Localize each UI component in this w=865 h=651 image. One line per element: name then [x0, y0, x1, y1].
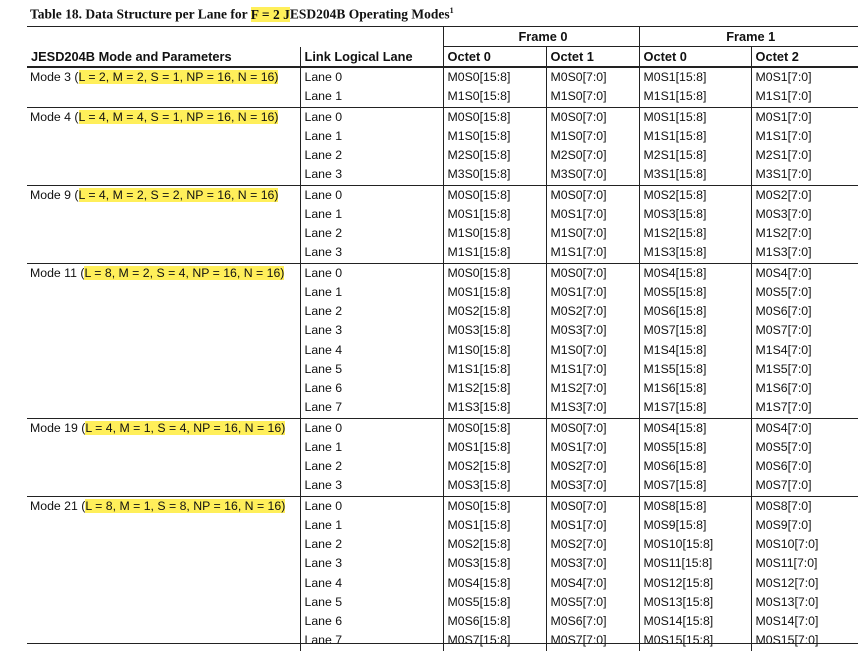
mode-cell	[27, 379, 300, 398]
table-row	[27, 593, 858, 612]
f1-octet0-cell: M0S14[15:8]	[639, 612, 751, 631]
lane-cell: Lane 3	[300, 476, 443, 496]
f1-octet0-cell: M0S6[15:8]	[639, 302, 751, 321]
lane-cell: Lane 6	[300, 379, 443, 398]
title-prefix: Table 18. Data Structure per Lane for	[30, 6, 251, 22]
f0-octet1-cell: M1S0[7:0]	[546, 341, 639, 360]
f0-octet0-cell: M0S0[15:8]	[443, 263, 546, 283]
mode-group	[27, 107, 858, 185]
lane-column-header: Link Logical Lane	[300, 47, 443, 68]
f0-octet0-header: Octet 0	[443, 47, 546, 68]
f0-octet1-cell: M0S3[7:0]	[546, 554, 639, 573]
f0-octet0-cell: M0S3[15:8]	[443, 554, 546, 573]
f1-octet0-cell: M0S5[15:8]	[639, 283, 751, 302]
f1-octet2-cell: M0S14[7:0]	[751, 612, 858, 631]
table-row	[27, 612, 858, 631]
mode-cell	[27, 516, 300, 535]
f1-octet2-cell: M3S1[7:0]	[751, 165, 858, 185]
lane-cell: Lane 5	[300, 360, 443, 379]
f1-octet0-cell: M0S7[15:8]	[639, 476, 751, 496]
lane-cell: Lane 0	[300, 107, 443, 127]
header-spacer	[27, 27, 300, 47]
f1-octet2-cell: M0S4[7:0]	[751, 263, 858, 283]
f1-octet0-cell: M2S1[15:8]	[639, 146, 751, 165]
table-row	[27, 165, 858, 185]
f1-octet2-cell: M0S13[7:0]	[751, 593, 858, 612]
f1-octet2-cell: M0S7[7:0]	[751, 476, 858, 496]
lane-cell: Lane 4	[300, 574, 443, 593]
frame-0-header: Frame 0	[443, 27, 639, 47]
f0-octet0-cell: M1S1[15:8]	[443, 243, 546, 263]
mode-cell	[27, 476, 300, 496]
f0-octet1-cell: M0S6[7:0]	[546, 612, 639, 631]
f0-octet1-cell: M1S2[7:0]	[546, 379, 639, 398]
f0-octet1-cell: M2S0[7:0]	[546, 146, 639, 165]
lane-cell: Lane 0	[300, 185, 443, 205]
lane-cell: Lane 3	[300, 243, 443, 263]
f1-octet0-cell: M0S4[15:8]	[639, 418, 751, 438]
table-row	[27, 574, 858, 593]
f0-octet1-cell: M0S2[7:0]	[546, 535, 639, 554]
f0-octet1-cell: M1S0[7:0]	[546, 87, 639, 107]
mode-cell	[27, 612, 300, 631]
lane-cell: Lane 0	[300, 418, 443, 438]
table-row	[27, 205, 858, 224]
f0-octet1-cell: M0S1[7:0]	[546, 516, 639, 535]
lane-cell: Lane 2	[300, 224, 443, 243]
title-footnote-ref: 1	[449, 6, 454, 15]
f1-octet2-cell: M1S4[7:0]	[751, 341, 858, 360]
mode-cell	[27, 574, 300, 593]
mode-params-highlight: L = 4, M = 1, S = 4, NP = 16, N = 16)	[85, 420, 286, 435]
f0-octet0-cell: M0S3[15:8]	[443, 476, 546, 496]
lane-cell: Lane 3	[300, 554, 443, 573]
f0-octet1-cell: M0S0[7:0]	[546, 418, 639, 438]
f0-octet0-cell: M1S0[15:8]	[443, 87, 546, 107]
table-bottom-rule	[27, 643, 858, 644]
table-row	[27, 302, 858, 321]
mode-label: Mode 4 (	[30, 109, 79, 124]
mode-params-highlight: L = 2, M = 2, S = 1, NP = 16, N = 16)	[78, 70, 279, 85]
lane-cell: Lane 1	[300, 205, 443, 224]
table-row	[27, 185, 858, 205]
f0-octet0-cell: M0S1[15:8]	[443, 516, 546, 535]
f1-octet0-cell: M0S10[15:8]	[639, 535, 751, 554]
mode-cell	[27, 146, 300, 165]
mode-group	[27, 263, 858, 418]
table-row	[27, 127, 858, 146]
table-row	[27, 476, 858, 496]
mode-cell	[27, 263, 300, 283]
mode-params-highlight: L = 8, M = 1, S = 8, NP = 16, N = 16)	[85, 498, 286, 513]
f0-octet1-cell: M0S1[7:0]	[546, 205, 639, 224]
data-structure-table	[27, 27, 858, 651]
f1-octet2-header: Octet 2	[751, 47, 858, 68]
table-header	[27, 27, 858, 67]
f0-octet0-cell: M1S0[15:8]	[443, 341, 546, 360]
f0-octet0-cell: M1S0[15:8]	[443, 224, 546, 243]
f0-octet1-cell: M0S7[7:0]	[546, 631, 639, 650]
f0-octet1-cell: M0S3[7:0]	[546, 321, 639, 340]
mode-cell	[27, 398, 300, 418]
f1-octet0-cell: M0S1[15:8]	[639, 107, 751, 127]
f1-octet0-cell: M1S1[15:8]	[639, 87, 751, 107]
mode-cell	[27, 243, 300, 263]
f0-octet0-cell: M1S3[15:8]	[443, 398, 546, 418]
f1-octet0-cell: M1S7[15:8]	[639, 398, 751, 418]
mode-cell	[27, 67, 300, 87]
f1-octet2-cell: M0S2[7:0]	[751, 185, 858, 205]
mode-cell	[27, 593, 300, 612]
f0-octet0-cell: M0S0[15:8]	[443, 496, 546, 516]
mode-cell	[27, 165, 300, 185]
f1-octet0-cell: M0S6[15:8]	[639, 457, 751, 476]
mode-cell	[27, 302, 300, 321]
frame-1-header: Frame 1	[639, 27, 858, 47]
f1-octet2-cell: M1S3[7:0]	[751, 243, 858, 263]
f0-octet1-cell: M0S2[7:0]	[546, 457, 639, 476]
lane-cell: Lane 3	[300, 165, 443, 185]
f1-octet2-cell: M1S2[7:0]	[751, 224, 858, 243]
f1-octet0-cell: M0S13[15:8]	[639, 593, 751, 612]
f1-octet2-cell: M0S8[7:0]	[751, 496, 858, 516]
lane-cell: Lane 0	[300, 496, 443, 516]
f1-octet0-cell: M0S8[15:8]	[639, 496, 751, 516]
mode-params-highlight: L = 8, M = 2, S = 4, NP = 16, N = 16)	[84, 265, 285, 280]
table-row	[27, 107, 858, 127]
f1-octet2-cell: M0S4[7:0]	[751, 418, 858, 438]
mode-cell	[27, 535, 300, 554]
f1-octet0-cell: M3S1[15:8]	[639, 165, 751, 185]
f0-octet0-cell: M0S4[15:8]	[443, 574, 546, 593]
table-row	[27, 283, 858, 302]
table-row	[27, 535, 858, 554]
mode-cell	[27, 418, 300, 438]
mode-cell	[27, 224, 300, 243]
f0-octet0-cell: M0S1[15:8]	[443, 205, 546, 224]
f1-octet2-cell: M0S7[7:0]	[751, 321, 858, 340]
f0-octet1-cell: M0S0[7:0]	[546, 67, 639, 87]
mode-label: Mode 9 (	[30, 187, 79, 202]
f0-octet0-cell: M1S1[15:8]	[443, 360, 546, 379]
f1-octet2-cell: M0S6[7:0]	[751, 302, 858, 321]
f1-octet2-cell: M1S1[7:0]	[751, 127, 858, 146]
lane-cell: Lane 7	[300, 631, 443, 650]
mode-cell	[27, 496, 300, 516]
f0-octet0-cell: M0S0[15:8]	[443, 107, 546, 127]
table-row	[27, 360, 858, 379]
lane-cell: Lane 2	[300, 457, 443, 476]
lane-cell: Lane 1	[300, 516, 443, 535]
table-row	[27, 341, 858, 360]
lane-cell: Lane 2	[300, 146, 443, 165]
f0-octet0-cell: M0S1[15:8]	[443, 438, 546, 457]
mode-cell	[27, 283, 300, 302]
title-rest: ESD204B Operating Modes	[289, 6, 450, 22]
lane-cell: Lane 1	[300, 127, 443, 146]
f0-octet1-cell: M1S1[7:0]	[546, 360, 639, 379]
lane-cell: Lane 1	[300, 283, 443, 302]
f0-octet0-cell: M0S5[15:8]	[443, 593, 546, 612]
f0-octet1-cell: M0S2[7:0]	[546, 302, 639, 321]
f0-octet1-cell: M0S0[7:0]	[546, 185, 639, 205]
f0-octet0-cell: M0S0[15:8]	[443, 418, 546, 438]
f0-octet1-cell: M0S1[7:0]	[546, 283, 639, 302]
table-row	[27, 398, 858, 418]
header-spacer	[300, 27, 443, 47]
table-row	[27, 438, 858, 457]
lane-cell: Lane 5	[300, 593, 443, 612]
f0-octet1-cell: M1S3[7:0]	[546, 398, 639, 418]
f0-octet1-cell: M0S0[7:0]	[546, 496, 639, 516]
table-row	[27, 379, 858, 398]
f0-octet0-cell: M2S0[15:8]	[443, 146, 546, 165]
mode-cell	[27, 205, 300, 224]
mode-cell	[27, 341, 300, 360]
f1-octet2-cell: M0S5[7:0]	[751, 438, 858, 457]
f1-octet2-cell: M0S1[7:0]	[751, 107, 858, 127]
f1-octet0-cell: M0S1[15:8]	[639, 67, 751, 87]
f0-octet0-cell: M0S2[15:8]	[443, 302, 546, 321]
lane-cell: Lane 0	[300, 263, 443, 283]
f1-octet0-cell: M1S2[15:8]	[639, 224, 751, 243]
mode-cell	[27, 185, 300, 205]
f1-octet2-cell: M0S1[7:0]	[751, 67, 858, 87]
f1-octet0-cell: M0S15[15:8]	[639, 631, 751, 650]
f1-octet0-header: Octet 0	[639, 47, 751, 68]
f1-octet2-cell: M1S7[7:0]	[751, 398, 858, 418]
f1-octet0-cell: M0S7[15:8]	[639, 321, 751, 340]
mode-cell	[27, 127, 300, 146]
table-title	[30, 6, 454, 23]
f1-octet2-cell: M0S11[7:0]	[751, 554, 858, 573]
f1-octet2-cell: M0S12[7:0]	[751, 574, 858, 593]
mode-group	[27, 418, 858, 496]
lane-cell: Lane 1	[300, 438, 443, 457]
f1-octet2-cell: M1S6[7:0]	[751, 379, 858, 398]
table-row	[27, 263, 858, 283]
f0-octet1-cell: M0S4[7:0]	[546, 574, 639, 593]
table-row	[27, 554, 858, 573]
mode-cell	[27, 107, 300, 127]
table-row	[27, 457, 858, 476]
f0-octet0-cell: M0S2[15:8]	[443, 457, 546, 476]
table-row	[27, 321, 858, 340]
lane-cell: Lane 0	[300, 67, 443, 87]
f0-octet0-cell: M1S0[15:8]	[443, 127, 546, 146]
f0-octet0-cell: M3S0[15:8]	[443, 165, 546, 185]
mode-group	[27, 67, 858, 107]
mode-cell	[27, 554, 300, 573]
f0-octet1-cell: M3S0[7:0]	[546, 165, 639, 185]
f1-octet2-cell: M2S1[7:0]	[751, 146, 858, 165]
f0-octet1-cell: M1S0[7:0]	[546, 224, 639, 243]
mode-label: Mode 11 (	[30, 265, 85, 280]
table-row	[27, 496, 858, 516]
f1-octet2-cell: M0S3[7:0]	[751, 205, 858, 224]
lane-cell: Lane 4	[300, 341, 443, 360]
mode-params-highlight: L = 4, M = 4, S = 1, NP = 16, N = 16)	[78, 109, 279, 124]
f1-octet0-cell: M1S4[15:8]	[639, 341, 751, 360]
f0-octet1-cell: M0S5[7:0]	[546, 593, 639, 612]
f1-octet0-cell: M0S5[15:8]	[639, 438, 751, 457]
f0-octet0-cell: M0S0[15:8]	[443, 185, 546, 205]
f0-octet1-cell: M1S0[7:0]	[546, 127, 639, 146]
f1-octet2-cell: M0S9[7:0]	[751, 516, 858, 535]
f1-octet0-cell: M0S4[15:8]	[639, 263, 751, 283]
f0-octet1-cell: M1S1[7:0]	[546, 243, 639, 263]
f1-octet2-cell: M1S1[7:0]	[751, 87, 858, 107]
lane-cell: Lane 2	[300, 535, 443, 554]
f0-octet1-cell: M0S1[7:0]	[546, 438, 639, 457]
mode-group	[27, 185, 858, 263]
f1-octet0-cell: M0S12[15:8]	[639, 574, 751, 593]
f0-octet0-cell: M0S3[15:8]	[443, 321, 546, 340]
lane-cell: Lane 1	[300, 87, 443, 107]
mode-cell	[27, 87, 300, 107]
table-row	[27, 243, 858, 263]
mode-cell	[27, 438, 300, 457]
mode-cell	[27, 321, 300, 340]
f0-octet1-cell: M0S0[7:0]	[546, 107, 639, 127]
f0-octet1-cell: M0S0[7:0]	[546, 263, 639, 283]
mode-label: Mode 3 (	[30, 70, 79, 85]
table-row	[27, 146, 858, 165]
f1-octet0-cell: M0S11[15:8]	[639, 554, 751, 573]
f1-octet0-cell: M0S3[15:8]	[639, 205, 751, 224]
lane-cell: Lane 7	[300, 398, 443, 418]
table-row	[27, 67, 858, 87]
f0-octet0-cell: M1S2[15:8]	[443, 379, 546, 398]
mode-cell	[27, 457, 300, 476]
f1-octet2-cell: M0S10[7:0]	[751, 535, 858, 554]
f0-octet0-cell: M0S1[15:8]	[443, 283, 546, 302]
mode-label: Mode 19 (	[30, 420, 86, 435]
table-row	[27, 87, 858, 107]
f0-octet0-cell: M0S0[15:8]	[443, 67, 546, 87]
f1-octet2-cell: M0S15[7:0]	[751, 631, 858, 650]
f1-octet0-cell: M0S9[15:8]	[639, 516, 751, 535]
lane-cell: Lane 3	[300, 321, 443, 340]
mode-params-highlight: L = 4, M = 2, S = 2, NP = 16, N = 16)	[78, 187, 279, 202]
mode-label: Mode 21 (	[30, 498, 86, 513]
lane-cell: Lane 6	[300, 612, 443, 631]
mode-column-header: JESD204B Mode and Parameters	[27, 47, 300, 68]
f1-octet2-cell: M0S5[7:0]	[751, 283, 858, 302]
f0-octet1-cell: M0S3[7:0]	[546, 476, 639, 496]
title-highlight: F = 2	[250, 6, 284, 22]
f1-octet0-cell: M1S3[15:8]	[639, 243, 751, 263]
f1-octet2-cell: M1S5[7:0]	[751, 360, 858, 379]
f1-octet0-cell: M1S6[15:8]	[639, 379, 751, 398]
table-row	[27, 516, 858, 535]
f1-octet0-cell: M0S2[15:8]	[639, 185, 751, 205]
table-row	[27, 224, 858, 243]
title-highlight-j: J	[283, 6, 290, 22]
f0-octet0-cell: M0S7[15:8]	[443, 631, 546, 650]
table-row	[27, 418, 858, 438]
f0-octet1-header: Octet 1	[546, 47, 639, 68]
f0-octet0-cell: M0S6[15:8]	[443, 612, 546, 631]
f1-octet2-cell: M0S6[7:0]	[751, 457, 858, 476]
mode-group	[27, 496, 858, 651]
f1-octet0-cell: M1S5[15:8]	[639, 360, 751, 379]
f0-octet0-cell: M0S2[15:8]	[443, 535, 546, 554]
lane-cell: Lane 2	[300, 302, 443, 321]
f1-octet0-cell: M1S1[15:8]	[639, 127, 751, 146]
mode-cell	[27, 360, 300, 379]
